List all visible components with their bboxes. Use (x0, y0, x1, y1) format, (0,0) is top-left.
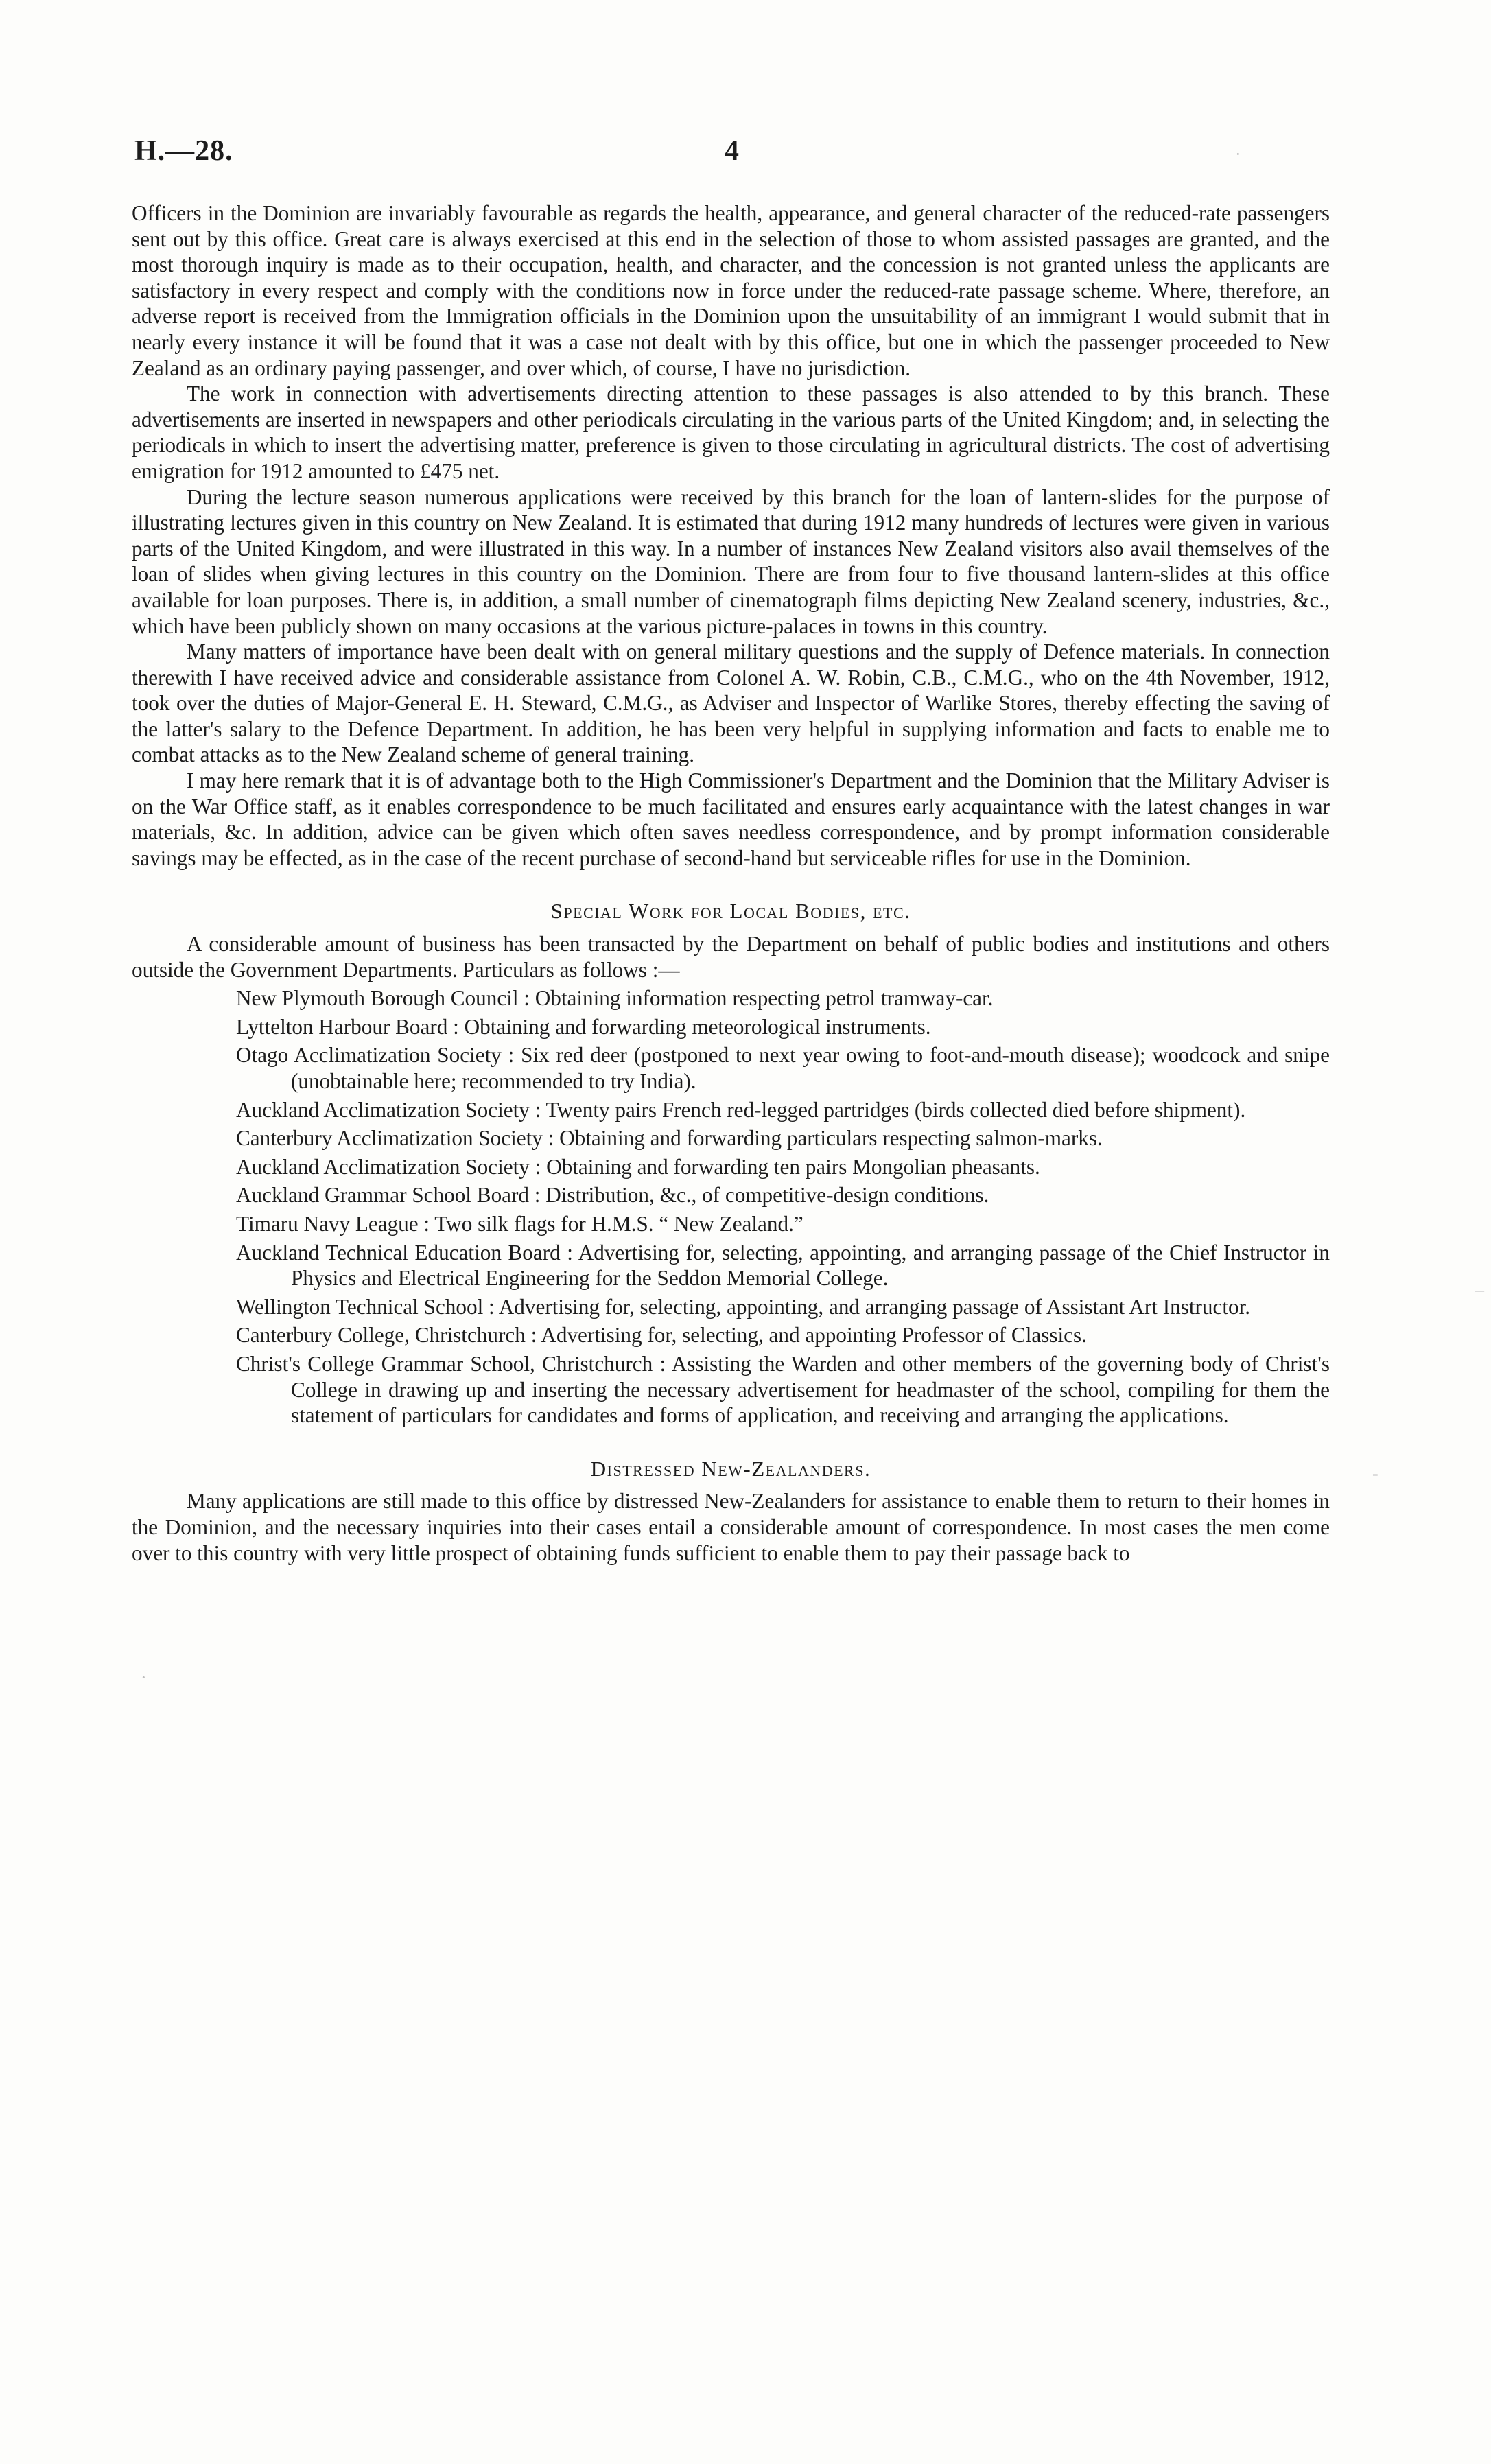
local-bodies-list (132, 985, 1330, 1429)
list-item: Auckland Grammar School Board : Distribution, &c., of competitive-design conditions. (236, 1183, 989, 1208)
paragraph-advertisements: The work in connection with advertisements directing attention to these passages is also attended to by this branch. These advertisements are inserted in newspapers and other periodicals circulating in the various parts of the United Kingdom; and, in selecting the periodicals in which to insert the advertising matter, preference is given to those circulating in agricultural districts. The cost of advertising emigration for 1912 amounted to £475 net. (132, 382, 1330, 483)
list-item: Auckland Acclimatization Society : Twenty pairs French red-legged partridges (birds collected died before shipment). (236, 1097, 1246, 1122)
paragraph-military: Many matters of importance have been dealt with on general military questions and the supply of Defence materials. In connection therewith I have received advice and considerable assistance from Colonel A. W. Robin, C.B., C.M.G., who on the 4th November, 1912, took over the duties of Major-General E. H. Steward, C.M.G., as Adviser and Inspector of Warlike Stores, thereby effecting the saving of the latter's salary to the Defence Department. In addition, he has been very helpful in supplying information and facts to enable me to combat attacks as to the New Zealand scheme of general training. (132, 640, 1330, 767)
paragraph-special-intro: A considerable amount of business has been transacted by the Department on behalf of public bodies and institutions and others outside the Government Departments. Particulars as follows :— (132, 932, 1330, 982)
list-item: Auckland Technical Education Board : Advertising for, selecting, appointing, and arranging passage of the Chief Instructor in Physics and Electrical Engineering for the Seddon Memorial College. (236, 1240, 1330, 1291)
page-header (134, 134, 1342, 176)
paragraph-distressed: Many applications are still made to this office by distressed New-Zealanders for assistance to enable them to return to their homes in the Dominion, and the necessary inquiries into their cases entail a considerable amount of correspondence. In most cases the men come over to this country with very little prospect of obtaining funds sufficient to enable them to pay their passage back to (132, 1489, 1330, 1565)
list-item: Christ's College Grammar School, Christchurch : Assisting the Warden and other members of the governing body of Christ's College in drawing up and inserting the necessary advertisement for headmaster of the school, compiling for them the statement of particulars for candidates and forms of application, and receiving and arranging the applications. (236, 1351, 1330, 1428)
paragraph-lantern-slides: During the lecture season numerous applications were received by this branch for the loan of lantern-slides for the purpose of illustrating lectures given in this country on New Zealand. It is estimated that during 1912 many hundreds of lectures were given in various parts of the United Kingdom, and were illustrated in this way. In a number of instances New Zealand visitors also avail themselves of the loan of slides when giving lectures in this country on the Dominion. There are from four to five thousand lantern-slides at this office available for loan purposes. There is, in addition, a small number of cinematograph films depicting New Zealand scenery, industries, &c., which have been publicly shown on many occasions at the various picture-palaces in towns in this country. (132, 484, 1330, 638)
scan-speck: · (141, 1667, 147, 1687)
list-item: Auckland Acclimatization Society : Obtaining and forwarding ten pairs Mongolian pheasants. (236, 1154, 1040, 1179)
list-item: Otago Acclimatization Society : Six red deer (postponed to next year owing to foot-and-mouth disease); woodcock and snipe (unobtainable here; recommended to try India). (236, 1043, 1330, 1093)
page-number: 4 (725, 135, 739, 167)
list-item: Canterbury College, Christchurch : Advertising for, selecting, and appointing Professor of Classics. (236, 1323, 1087, 1348)
scan-speck: · (1235, 144, 1241, 164)
section-heading-distressed: Distressed New-Zealanders. (590, 1456, 871, 1481)
list-item: Lyttelton Harbour Board : Obtaining and forwarding meteorological instruments. (236, 1014, 931, 1039)
list-item: Canterbury Acclimatization Society : Obtaining and forwarding particulars respecting salmon-marks. (236, 1126, 1103, 1151)
list-item: New Plymouth Borough Council : Obtaining information respecting petrol tramway-car. (236, 986, 994, 1011)
section-heading-special-work: Special Work for Local Bodies, etc. (550, 899, 911, 924)
paragraph-officers: Officers in the Dominion are invariably favourable as regards the health, appearance, and general character of the reduced-rate passengers sent out by this office. Great care is always exercised at this end in the selection of those to whom assisted passages are granted, and the most thorough inquiry is made as to their occupation, health, and character, and the concession is not granted unless the applicants are satisfactory in every respect and comply with the conditions now in force under the reduced-rate passage scheme. Where, therefore, an adverse report is received from the Immigration officials in the Dominion upon the unsuitability of an immigrant I would submit that in nearly every instance it will be found that it was a case not dealt with by this office, but one in which the passenger proceeded to New Zealand as an ordinary paying passenger, and over which, of course, I have no jurisdiction. (132, 201, 1330, 380)
body-text (132, 200, 1330, 1566)
paragraph-military-adviser: I may here remark that it is of advantage both to the High Commissioner's Department and the Dominion that the Military Adviser is on the War Office staff, as it enables correspondence to be much facilitated and ensures early acquaintance with the latest changes in war materials, &c. In addition, advice can be given which often saves needless correspondence, and by prompt information considerable savings may be effected, as in the case of the recent purchase of second-hand but serviceable rifles for use in the Dominion. (132, 768, 1330, 870)
list-item: Wellington Technical School : Advertising for, selecting, appointing, and arranging passage of Assistant Art Instructor. (236, 1294, 1251, 1319)
list-item: Timaru Navy League : Two silk flags for H.M.S. “ New Zealand.” (236, 1211, 803, 1236)
scan-speck: - (1372, 1464, 1378, 1483)
scan-speck: – (1475, 1280, 1484, 1300)
document-reference: H.—28. (134, 135, 233, 167)
